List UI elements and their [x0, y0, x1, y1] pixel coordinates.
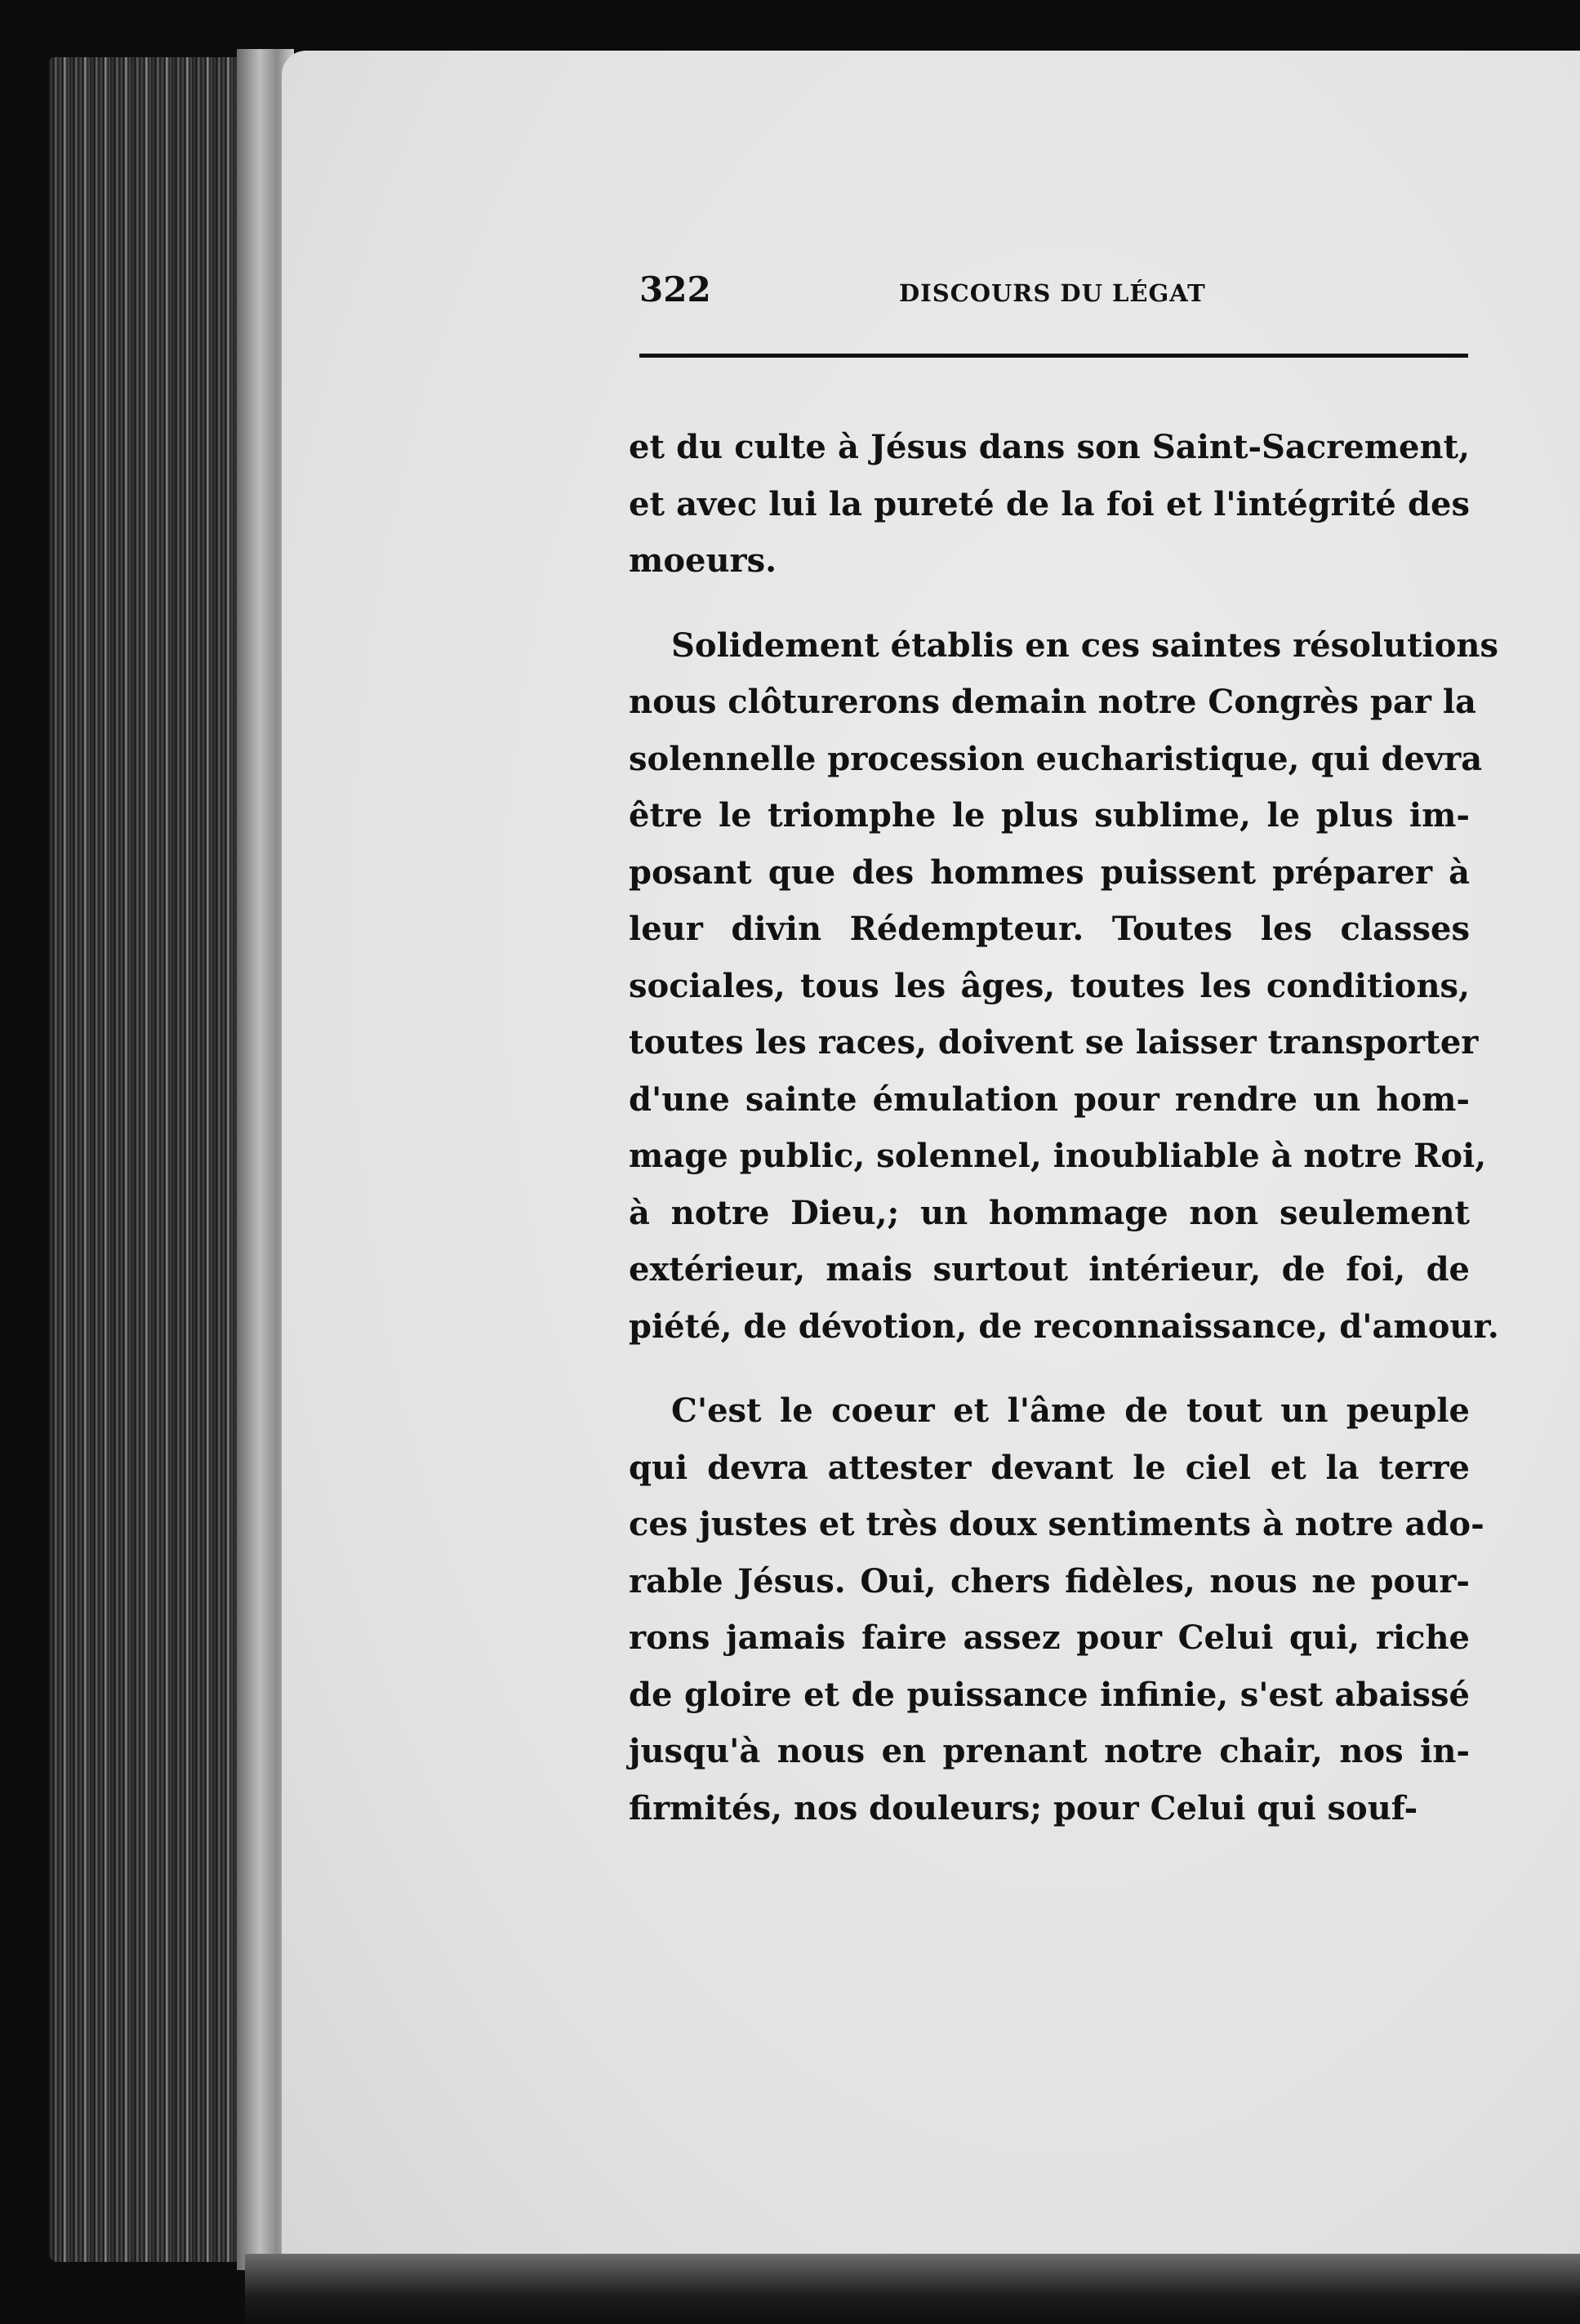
text-line: et avec lui la pureté de la foi et l'intégrité des: [629, 484, 1470, 523]
text-line: à notre Dieu,; un hommage non seulement: [629, 1193, 1470, 1232]
text-line: de gloire et de puissance infinie, s'est abaissé: [629, 1675, 1470, 1714]
paragraph: [629, 419, 1470, 590]
text-line: jusqu'à nous en prenant notre chair, nos in-: [629, 1732, 1470, 1770]
text-line: leur divin Rédempteur. Toutes les classes: [629, 910, 1470, 948]
text-line: rable Jésus. Oui, chers fidèles, nous ne pour-: [629, 1561, 1470, 1601]
page-number: 322: [639, 269, 711, 309]
text-line: extérieur, mais surtout intérieur, de foi, de: [629, 1250, 1470, 1289]
text-line: piété, de dévotion, de reconnaissance, d'amour.: [629, 1307, 1499, 1346]
text-line: solennelle procession eucharistique, qui devra: [629, 739, 1483, 778]
text-line: toutes les races, doivent se laisser transporter: [629, 1023, 1479, 1062]
paragraph: [629, 1382, 1484, 1836]
paragraph-gap: [629, 1355, 1470, 1382]
text-line: d'une sainte émulation pour rendre un hom-: [629, 1080, 1470, 1119]
text-line: Solidement établis en ces saintes résolutions: [671, 626, 1499, 665]
paragraph-gap: [629, 590, 1470, 617]
page-header: [639, 269, 1468, 318]
paragraph: [629, 617, 1499, 1356]
text-line: rons jamais faire assez pour Celui qui, riche: [629, 1618, 1470, 1657]
text-line: mage public, solennel, inoubliable à notre Roi,: [629, 1137, 1487, 1175]
bottom-shadow: [245, 2254, 1580, 2324]
text-line: nous clôturerons demain notre Congrès par la: [629, 683, 1476, 721]
text-line: être le triomphe le plus sublime, le plus im-: [629, 796, 1470, 835]
text-line: firmités, nos douleurs; pour Celui qui souf-: [629, 1788, 1418, 1828]
text-line: qui devra attester devant le ciel et la terre: [629, 1448, 1470, 1487]
body-text: [629, 419, 1499, 1836]
text-line: ces justes et très doux sentiments à notre ado-: [629, 1505, 1484, 1543]
text-line: C'est le coeur et l'âme de tout un peuple: [671, 1391, 1470, 1430]
running-head: DISCOURS DU LÉGAT: [899, 279, 1206, 307]
text-line: moeurs.: [629, 541, 777, 580]
text-line: posant que des hommes puissent préparer à: [629, 853, 1470, 892]
header-rule: [639, 354, 1468, 358]
text-line: et du culte à Jésus dans son Saint-Sacrement,: [629, 428, 1470, 466]
text-line: sociales, tous les âges, toutes les conditions,: [629, 966, 1470, 1005]
